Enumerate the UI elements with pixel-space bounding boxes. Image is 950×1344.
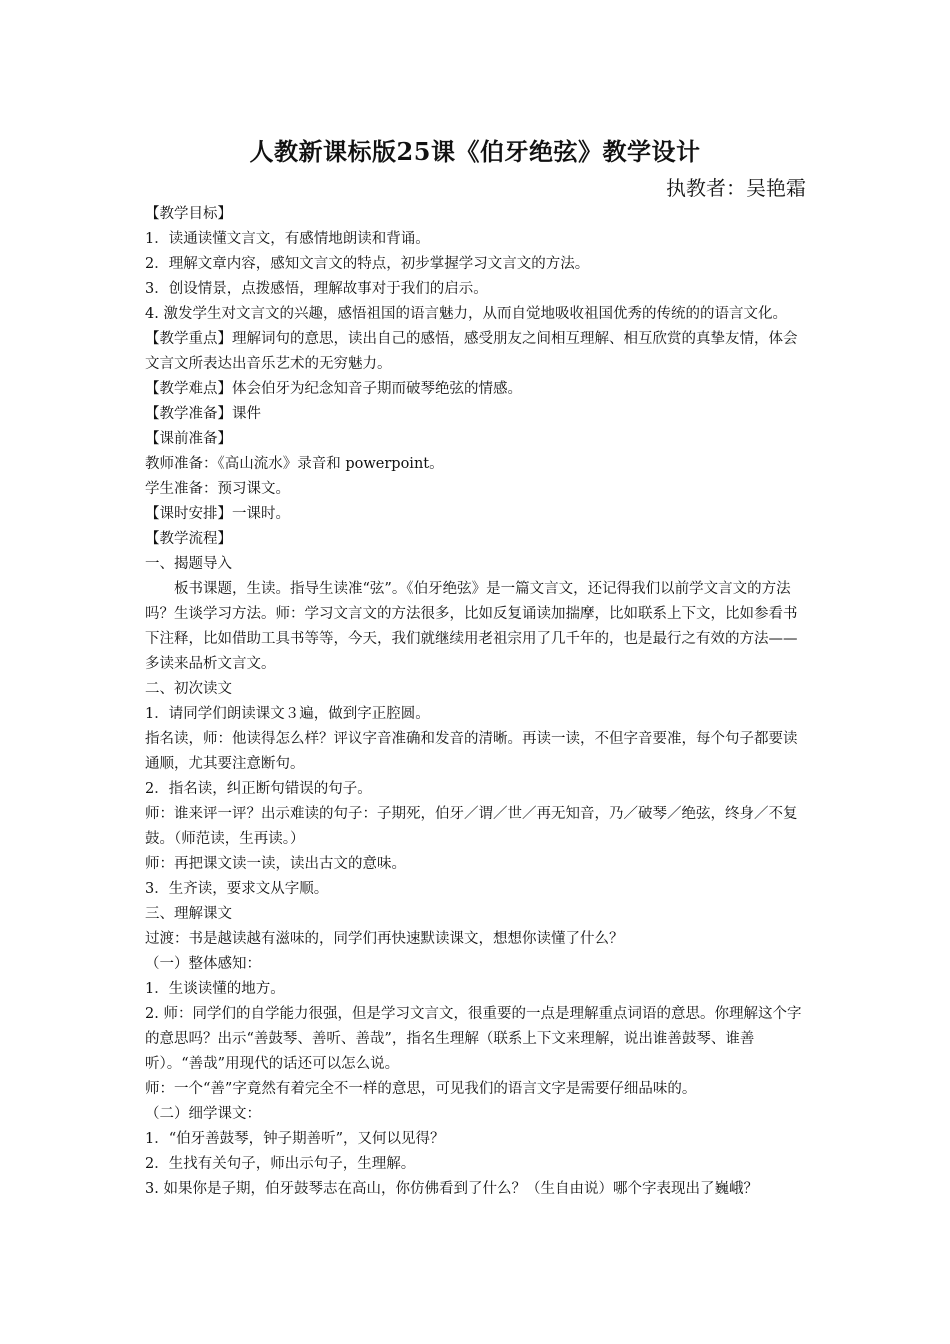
section-heading: 【教学流程】 — [145, 531, 232, 547]
section-heading: 一、揭题导入 — [145, 556, 232, 572]
paragraph: 教师准备：《高山流水》录音和 powerpoint。 — [145, 456, 444, 472]
paragraph: 1．“伯牙善鼓琴，钟子期善听”，又何以见得？ — [145, 1131, 445, 1147]
section-heading: 【教学目标】 — [145, 206, 232, 222]
paragraph: 1．生谈读懂的地方。 — [145, 981, 285, 997]
paragraph: 【课时安排】一课时。 — [145, 506, 290, 522]
paragraph: 师：谁来评一评？出示难读的句子：子期死，伯牙／谓／世／再无知音，乃／破琴／绝弦，终身／不复鼓。（师范读，生再读。） — [145, 806, 798, 847]
paragraph: 3．生齐读，要求文从字顺。 — [145, 881, 329, 897]
paragraph: 【教学重点】理解词句的意思，读出自己的感悟，感受朋友之间相互理解、相互欣赏的真挚友情，体会文言文所表达出音乐艺术的无穷魅力。 — [145, 331, 798, 372]
paragraph: 3. 如果你是子期，伯牙鼓琴志在高山，你仿佛看到了什么？（生自由说）哪个字表现出了巍峨？ — [145, 1181, 758, 1197]
paragraph: 【教学准备】课件 — [145, 406, 261, 422]
paragraph: 1．读通读懂文言文，有感情地朗读和背诵。 — [145, 231, 430, 247]
document-body — [145, 202, 810, 1202]
paragraph: 2．指名读，纠正断句错误的句子。 — [145, 781, 372, 797]
paragraph: 板书课题，生读。指导生读准“弦”。《伯牙绝弦》是一篇文言文，还记得我们以前学文言文的方法吗？生谈学习方法。师：学习文言文的方法很多，比如反复诵读加揣摩，比如联系上下文，比如参看书下注释，比如借助工具书等等，今天，我们就继续用老祖宗用了几千年的，也是最行之有效的方法——多读来品析文言文。 — [145, 581, 798, 672]
paragraph: 2．理解文章内容，感知文言文的特点，初步掌握学习文言文的方法。 — [145, 256, 590, 272]
paragraph: 过渡：书是越读越有滋味的，同学们再快速默读课文，想想你读懂了什么？ — [145, 931, 624, 947]
subsection-heading: （一）整体感知： — [145, 956, 261, 972]
paragraph: 3．创设情景，点拨感悟，理解故事对于我们的启示。 — [145, 281, 488, 297]
paragraph: 2．生找有关句子，师出示句子，生理解。 — [145, 1156, 416, 1172]
paragraph: 师：再把课文读一读，读出古文的意味。 — [145, 856, 406, 872]
paragraph: 师：一个“善”字竟然有着完全不一样的意思，可见我们的语言文字是需要仔细品味的。 — [145, 1081, 697, 1097]
section-heading: 三、理解课文 — [145, 906, 232, 922]
author-line: 执教者：吴艳霜 — [666, 176, 806, 200]
paragraph: 指名读，师：他读得怎么样？评议字音准确和发音的清晰。再读一读，不但字音要准，每个句子都要读通顺，尤其要注意断句。 — [145, 731, 798, 772]
section-heading: 二、初次读文 — [145, 681, 232, 697]
paragraph: 4. 激发学生对文言文的兴趣，感悟祖国的语言魅力，从而自觉地吸收祖国优秀的传统的的语言文化。 — [145, 306, 787, 322]
section-heading: 【课前准备】 — [145, 431, 232, 447]
paragraph: 学生准备：预习课文。 — [145, 481, 290, 497]
paragraph: 2. 师：同学们的自学能力很强，但是学习文言文，很重要的一点是理解重点词语的意思。你理解这个字的意思吗？出示“善鼓琴、善听、善哉”，指名生理解（联系上下文来理解，说出谁善鼓琴、谁善听）。“善哉”用现代的话还可以怎么说。 — [145, 1006, 802, 1072]
paragraph: 【教学难点】体会伯牙为纪念知音子期而破琴绝弦的情感。 — [145, 381, 522, 397]
subsection-heading: （二）细学课文： — [145, 1106, 261, 1122]
paragraph: 1．请同学们朗读课文３遍，做到字正腔圆。 — [145, 706, 430, 722]
document-title: 人教新课标版25课《伯牙绝弦》教学设计 — [249, 137, 701, 166]
